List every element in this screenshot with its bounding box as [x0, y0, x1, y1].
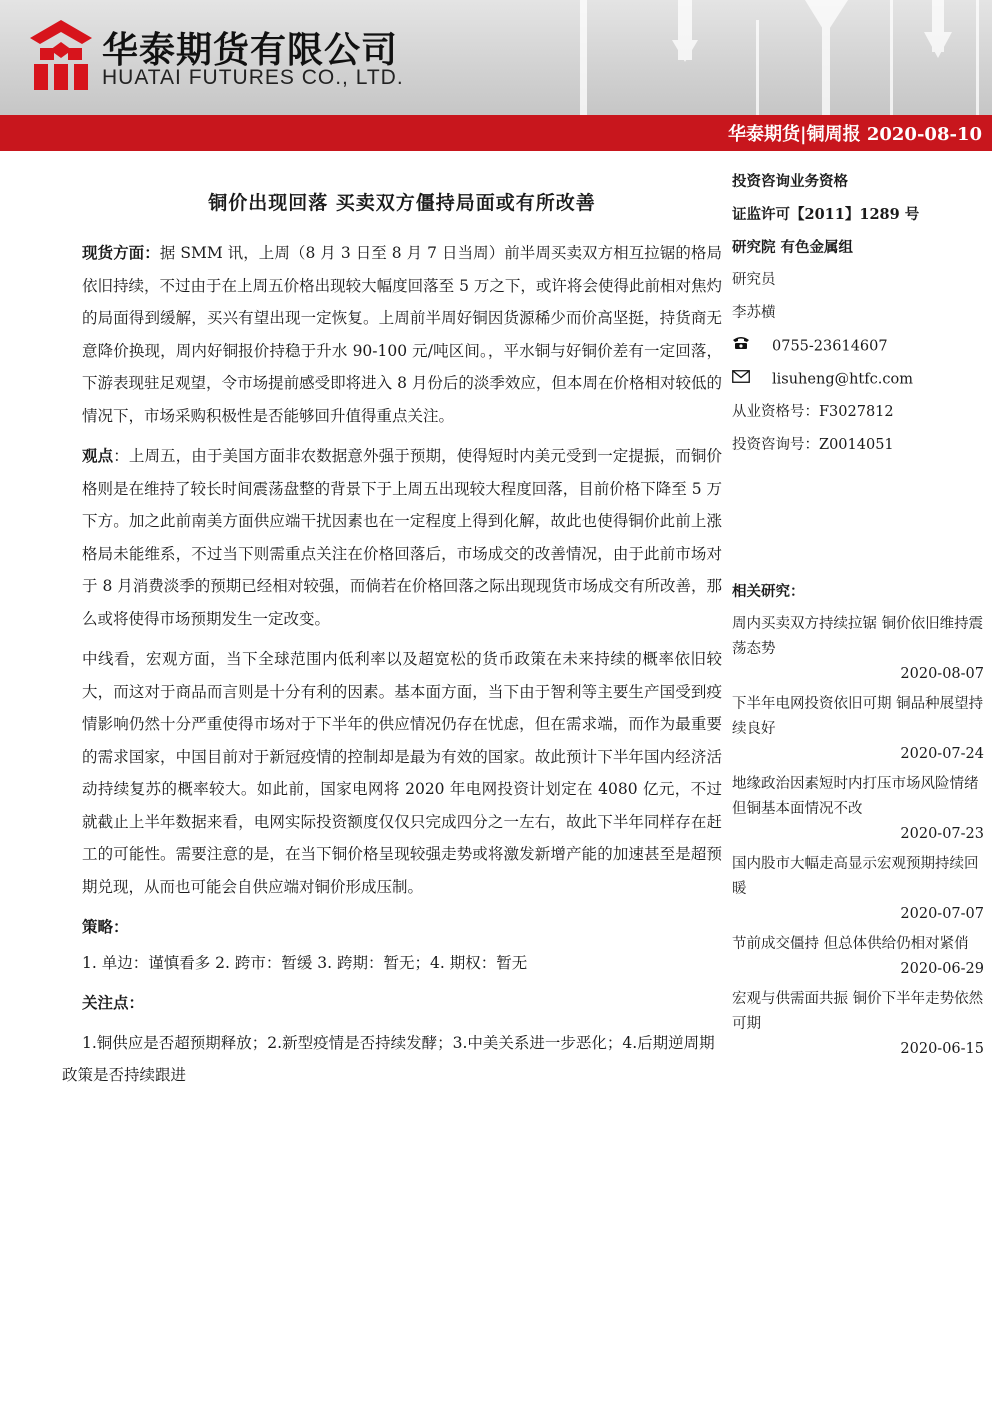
article-title: 铜价出现回落 买卖双方僵持局面或有所改善 [208, 192, 596, 214]
related-item-date: 2020-07-07 [900, 906, 984, 922]
related-item-date: 2020-08-07 [900, 666, 984, 682]
analyst-role: 研究员 [732, 272, 776, 288]
sidebar [732, 165, 984, 1061]
related-item[interactable] [732, 932, 984, 981]
phone-number: 0755-23614607 [772, 338, 888, 355]
related-item-title[interactable]: 周内买卖双方持续拉锯 铜价依旧维持震荡态势 [732, 616, 984, 657]
license-number: 从业资格号：F3027812 [732, 404, 894, 420]
department: 研究院 有色金属组 [732, 239, 854, 256]
related-item[interactable] [732, 987, 984, 1061]
related-research-heading: 相关研究： [732, 583, 805, 600]
focus-text: 1.铜供应是否超预期释放；2.新型疫情是否持续发酵；3.中美关系进一步恶化；4.后期逆周期政策是否持续跟进 [62, 1034, 715, 1084]
phone-row [732, 330, 984, 363]
consult-number: 投资咨询号：Z0014051 [732, 437, 894, 453]
spot-label: 现货方面： [82, 243, 160, 262]
related-item-title[interactable]: 宏观与供需面共振 铜价下半年走势依然可期 [732, 991, 984, 1032]
view-label: 观点 [82, 446, 114, 465]
qualification-line2: 证监许可【2011】1289 号 [732, 206, 920, 223]
related-item[interactable] [732, 692, 984, 766]
qualification-line1: 投资咨询业务资格 [732, 173, 848, 190]
midterm-paragraph: 中线看，宏观方面，当下全球范围内低利率以及超宽松的货币政策在未来持续的概率依旧较大，而这对于商品而言则是十分有利的因素。基本面方面，当下由于智利等主要生产国受到疫情影响仍然十分严重使得市场对于下半年的供应情况仍存在忧虑，但在需求端，而作为最重要的需求国家，中国目前对于新冠疫情的控制却是最为有效的国家。故此预计下半年国内经济活动持续复苏的概率较大。如此前，国家电网将 2020 年电网投资计划定在 4080 亿元，不过就截止上半年数据来看，电网实际投资额度仅仅只完成四分之一左右，故此下半年同样存在赶工的可能性。需要注意的是，在当下铜价格呈现较强走势或将激发新增产能的加速甚至是超预期兑现，从而也可能会自供应端对铜价形成压制。 [82, 650, 722, 896]
company-logo-icon [30, 20, 92, 90]
envelope-icon [732, 363, 772, 396]
related-item[interactable] [732, 612, 984, 686]
related-item-title[interactable]: 地缘政治因素短时内打压市场风险情绪 但铜基本面情况不改 [732, 776, 979, 817]
related-item[interactable] [732, 852, 984, 926]
focus-heading: 关注点： [82, 993, 145, 1012]
related-item-date: 2020-06-29 [900, 961, 984, 977]
related-item-title[interactable]: 国内股市大幅走高显示宏观预期持续回暖 [732, 856, 979, 897]
company-name-en: HUATAI FUTURES CO., LTD. [102, 66, 404, 89]
email-address[interactable]: lisuheng@htfc.com [772, 371, 913, 388]
related-item-date: 2020-07-24 [900, 746, 984, 762]
view-paragraph [82, 440, 722, 635]
report-band-text: 华泰期货|铜周报 2020-08-10 [728, 124, 982, 145]
header-decoration [560, 0, 992, 115]
page-header [0, 0, 992, 115]
article-body [62, 160, 722, 1091]
strategy-heading: 策略： [82, 917, 129, 936]
analyst-name: 李苏横 [732, 305, 776, 321]
related-item-date: 2020-07-23 [900, 826, 984, 842]
strategy-text: 1. 单边：谨慎看多 2. 跨市：暂缓 3. 跨期：暂无；4. 期权：暂无 [82, 954, 528, 972]
spot-paragraph [82, 237, 722, 432]
related-item-title[interactable]: 下半年电网投资依旧可期 铜品种展望持续良好 [732, 696, 984, 737]
related-item-title[interactable]: 节前成交僵持 但总体供给仍相对紧俏 [732, 936, 969, 952]
view-text: ：上周五，由于美国方面非农数据意外强于预期，使得短时内美元受到一定提振，而铜价格则是在维持了较长时间震荡盘整的背景下于上周五出现较大程度回落，目前价格下降至 5 万下方。加之此前南美方面供应端干扰因素也在一定程度上得到化解，故此也使得铜价此前上涨格局未能维系，不过当下则需重点关注在价格回落后，市场成交的改善情况，由于此前市场对于 8 月消费淡季的预期已经相对较强，而倘若在价格回落之际出现现货市场成交有所改善，那么或将使得市场预期发生一定改变。 [82, 447, 722, 628]
report-band [0, 115, 992, 151]
spot-text: 据 SMM 讯，上周（8 月 3 日至 8 月 7 日当周）前半周买卖双方相互拉锯的格局依旧持续，不过由于在上周五价格出现较大幅度回落至 5 万之下，或许将会使得此前相对焦灼的局面得到缓解，买兴有望出现一定恢复。上周前半周好铜因货源稀少而价高坚挺，持货商无意降价换现，周内好铜报价持稳于升水 90-100 元/吨区间。，平水铜与好铜价差有一定回落，下游表现驻足观望，令市场提前感受即将进入 8 月份后的淡季效应，但本周在价格相对较低的情况下，市场采购积极性是否能够回升值得重点关注。 [82, 244, 722, 425]
related-item-date: 2020-06-15 [900, 1041, 984, 1057]
related-item[interactable] [732, 772, 984, 846]
phone-icon [732, 330, 772, 363]
email-row [732, 363, 984, 396]
company-name-cn: 华泰期货有限公司 [102, 30, 399, 71]
